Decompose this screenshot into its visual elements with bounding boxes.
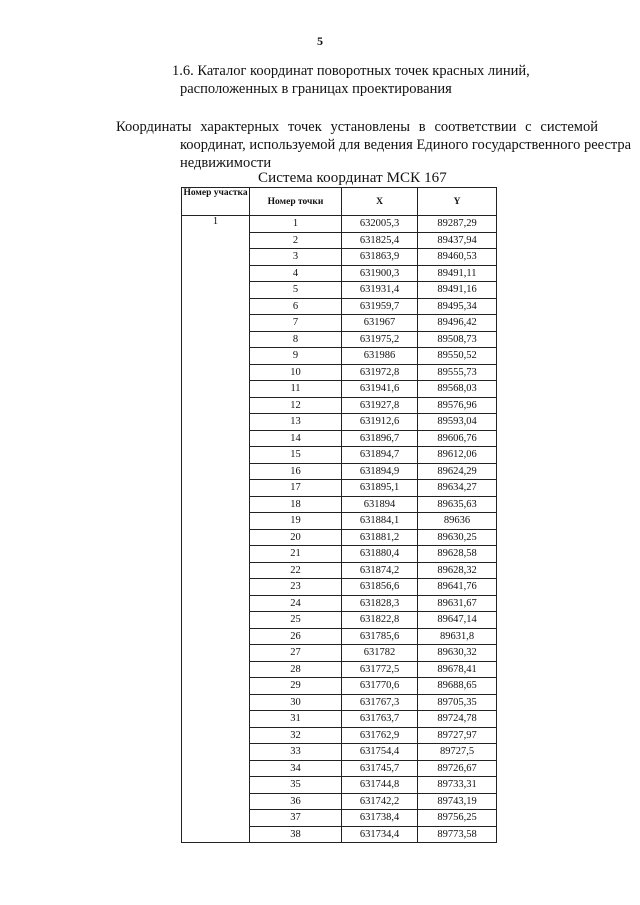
y-coordinate-cell: 89726,67 xyxy=(418,760,497,777)
x-coordinate-cell: 631770,6 xyxy=(342,678,418,695)
point-number-cell: 9 xyxy=(250,348,342,365)
x-coordinate-cell: 631856,6 xyxy=(342,579,418,596)
y-coordinate-cell: 89641,76 xyxy=(418,579,497,596)
x-coordinate-cell: 631927,8 xyxy=(342,397,418,414)
x-coordinate-cell: 631822,8 xyxy=(342,612,418,629)
y-coordinate-cell: 89678,41 xyxy=(418,661,497,678)
coordinates-table xyxy=(181,187,497,843)
y-coordinate-cell: 89437,94 xyxy=(418,232,497,249)
y-coordinate-cell: 89628,58 xyxy=(418,546,497,563)
intro-paragraph xyxy=(116,118,632,172)
x-coordinate-cell: 631880,4 xyxy=(342,546,418,563)
x-coordinate-cell: 631772,5 xyxy=(342,661,418,678)
point-number-cell: 3 xyxy=(250,249,342,266)
point-number-cell: 29 xyxy=(250,678,342,695)
x-coordinate-cell: 631767,3 xyxy=(342,694,418,711)
x-coordinate-cell: 631782 xyxy=(342,645,418,662)
x-coordinate-cell: 631825,4 xyxy=(342,232,418,249)
y-coordinate-cell: 89631,8 xyxy=(418,628,497,645)
point-number-cell: 12 xyxy=(250,397,342,414)
y-coordinate-cell: 89593,04 xyxy=(418,414,497,431)
y-coordinate-cell: 89508,73 xyxy=(418,331,497,348)
x-coordinate-cell: 631895,1 xyxy=(342,480,418,497)
point-number-cell: 16 xyxy=(250,463,342,480)
x-coordinate-cell: 631744,8 xyxy=(342,777,418,794)
x-coordinate-cell: 632005,3 xyxy=(342,216,418,233)
point-number-cell: 37 xyxy=(250,810,342,827)
table-row xyxy=(182,216,497,233)
x-coordinate-cell: 631734,4 xyxy=(342,826,418,843)
y-coordinate-cell: 89628,32 xyxy=(418,562,497,579)
point-number-cell: 38 xyxy=(250,826,342,843)
y-coordinate-cell: 89491,16 xyxy=(418,282,497,299)
point-number-cell: 32 xyxy=(250,727,342,744)
point-number-cell: 21 xyxy=(250,546,342,563)
point-number-cell: 1 xyxy=(250,216,342,233)
y-coordinate-cell: 89724,78 xyxy=(418,711,497,728)
x-coordinate-cell: 631763,7 xyxy=(342,711,418,728)
y-coordinate-cell: 89496,42 xyxy=(418,315,497,332)
x-coordinate-cell: 631959,7 xyxy=(342,298,418,315)
table-header-row xyxy=(182,188,497,216)
y-coordinate-cell: 89550,52 xyxy=(418,348,497,365)
y-coordinate-cell: 89491,11 xyxy=(418,265,497,282)
point-number-cell: 6 xyxy=(250,298,342,315)
y-coordinate-cell: 89773,58 xyxy=(418,826,497,843)
point-number-cell: 23 xyxy=(250,579,342,596)
coordinate-system-caption: Система координат МСК 167 xyxy=(258,170,447,186)
point-number-cell: 4 xyxy=(250,265,342,282)
section-title-line-1: 1.6. Каталог координат поворотных точек красных линий, xyxy=(172,63,530,79)
x-coordinate-cell: 631881,2 xyxy=(342,529,418,546)
header-x: X xyxy=(342,188,418,216)
x-coordinate-cell: 631874,2 xyxy=(342,562,418,579)
header-point-number: Номер точки xyxy=(250,188,342,216)
header-plot-number: Номер участка xyxy=(182,188,250,216)
y-coordinate-cell: 89576,96 xyxy=(418,397,497,414)
y-coordinate-cell: 89606,76 xyxy=(418,430,497,447)
x-coordinate-cell: 631975,2 xyxy=(342,331,418,348)
point-number-cell: 22 xyxy=(250,562,342,579)
x-coordinate-cell: 631828,3 xyxy=(342,595,418,612)
y-coordinate-cell: 89630,32 xyxy=(418,645,497,662)
x-coordinate-cell: 631863,9 xyxy=(342,249,418,266)
y-coordinate-cell: 89756,25 xyxy=(418,810,497,827)
point-number-cell: 13 xyxy=(250,414,342,431)
page-number: 5 xyxy=(317,34,323,48)
x-coordinate-cell: 631738,4 xyxy=(342,810,418,827)
intro-line-1: Координаты характерных точек установлены в соответствии с системой xyxy=(116,119,598,135)
point-number-cell: 2 xyxy=(250,232,342,249)
y-coordinate-cell: 89624,29 xyxy=(418,463,497,480)
x-coordinate-cell: 631900,3 xyxy=(342,265,418,282)
x-coordinate-cell: 631745,7 xyxy=(342,760,418,777)
point-number-cell: 35 xyxy=(250,777,342,794)
point-number-cell: 14 xyxy=(250,430,342,447)
x-coordinate-cell: 631785,6 xyxy=(342,628,418,645)
point-number-cell: 15 xyxy=(250,447,342,464)
header-y: Y xyxy=(418,188,497,216)
point-number-cell: 25 xyxy=(250,612,342,629)
y-coordinate-cell: 89727,5 xyxy=(418,744,497,761)
y-coordinate-cell: 89631,67 xyxy=(418,595,497,612)
x-coordinate-cell: 631894 xyxy=(342,496,418,513)
x-coordinate-cell: 631967 xyxy=(342,315,418,332)
intro-line-3: недвижимости xyxy=(180,155,272,171)
point-number-cell: 26 xyxy=(250,628,342,645)
point-number-cell: 7 xyxy=(250,315,342,332)
x-coordinate-cell: 631884,1 xyxy=(342,513,418,530)
y-coordinate-cell: 89688,65 xyxy=(418,678,497,695)
y-coordinate-cell: 89630,25 xyxy=(418,529,497,546)
y-coordinate-cell: 89287,29 xyxy=(418,216,497,233)
point-number-cell: 5 xyxy=(250,282,342,299)
y-coordinate-cell: 89636 xyxy=(418,513,497,530)
point-number-cell: 11 xyxy=(250,381,342,398)
point-number-cell: 28 xyxy=(250,661,342,678)
x-coordinate-cell: 631896,7 xyxy=(342,430,418,447)
y-coordinate-cell: 89555,73 xyxy=(418,364,497,381)
section-title xyxy=(172,62,592,98)
x-coordinate-cell: 631894,9 xyxy=(342,463,418,480)
plot-number-cell: 1 xyxy=(182,216,250,843)
point-number-cell: 36 xyxy=(250,793,342,810)
y-coordinate-cell: 89460,53 xyxy=(418,249,497,266)
x-coordinate-cell: 631894,7 xyxy=(342,447,418,464)
x-coordinate-cell: 631762,9 xyxy=(342,727,418,744)
coordinates-table-body xyxy=(182,216,497,843)
point-number-cell: 31 xyxy=(250,711,342,728)
x-coordinate-cell: 631754,4 xyxy=(342,744,418,761)
intro-line-2: координат, используемой для ведения Единого государственного реестра xyxy=(180,137,632,153)
point-number-cell: 10 xyxy=(250,364,342,381)
y-coordinate-cell: 89705,35 xyxy=(418,694,497,711)
y-coordinate-cell: 89568,03 xyxy=(418,381,497,398)
y-coordinate-cell: 89634,27 xyxy=(418,480,497,497)
point-number-cell: 19 xyxy=(250,513,342,530)
y-coordinate-cell: 89612,06 xyxy=(418,447,497,464)
point-number-cell: 20 xyxy=(250,529,342,546)
point-number-cell: 27 xyxy=(250,645,342,662)
point-number-cell: 34 xyxy=(250,760,342,777)
point-number-cell: 18 xyxy=(250,496,342,513)
section-title-line-2: расположенных в границах проектирования xyxy=(180,81,452,97)
point-number-cell: 33 xyxy=(250,744,342,761)
y-coordinate-cell: 89495,34 xyxy=(418,298,497,315)
point-number-cell: 30 xyxy=(250,694,342,711)
x-coordinate-cell: 631972,8 xyxy=(342,364,418,381)
y-coordinate-cell: 89635,63 xyxy=(418,496,497,513)
x-coordinate-cell: 631742,2 xyxy=(342,793,418,810)
y-coordinate-cell: 89727,97 xyxy=(418,727,497,744)
x-coordinate-cell: 631912,6 xyxy=(342,414,418,431)
y-coordinate-cell: 89647,14 xyxy=(418,612,497,629)
x-coordinate-cell: 631941,6 xyxy=(342,381,418,398)
point-number-cell: 24 xyxy=(250,595,342,612)
y-coordinate-cell: 89733,31 xyxy=(418,777,497,794)
point-number-cell: 17 xyxy=(250,480,342,497)
y-coordinate-cell: 89743,19 xyxy=(418,793,497,810)
x-coordinate-cell: 631931,4 xyxy=(342,282,418,299)
x-coordinate-cell: 631986 xyxy=(342,348,418,365)
point-number-cell: 8 xyxy=(250,331,342,348)
